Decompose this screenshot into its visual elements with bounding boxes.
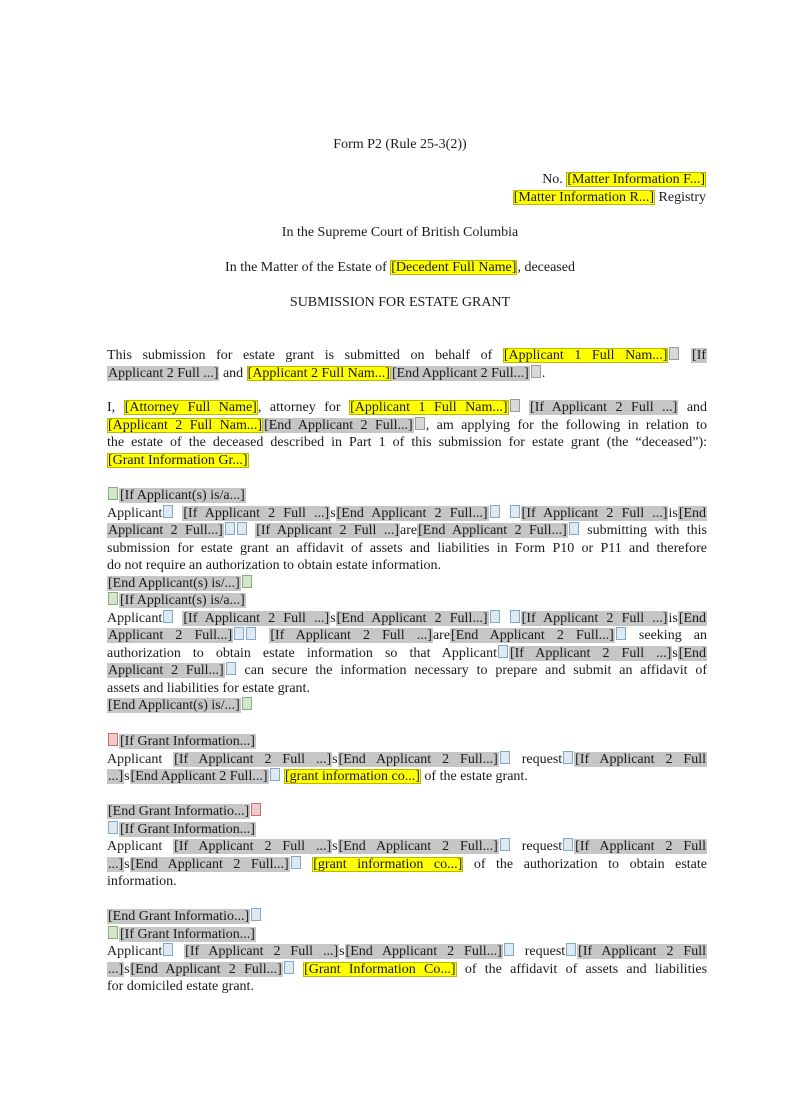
field-marker-icon bbox=[500, 838, 510, 851]
field-marker-icon bbox=[225, 522, 235, 535]
field-marker-icon bbox=[669, 347, 679, 360]
document-title: SUBMISSION FOR ESTATE GRANT bbox=[289, 295, 511, 310]
field-marker-icon bbox=[563, 751, 573, 764]
region-marker-icon bbox=[108, 733, 118, 746]
field-marker-icon bbox=[163, 943, 173, 956]
conditional-tag[interactable]: [If Grant Information...] bbox=[120, 926, 255, 942]
region-marker-icon bbox=[251, 803, 261, 816]
applicant1-field[interactable]: [Applicant 1 Full Nam...] bbox=[350, 400, 508, 415]
field-marker-icon bbox=[163, 610, 173, 623]
field-marker-icon bbox=[498, 645, 508, 658]
field-marker-icon bbox=[490, 505, 500, 518]
no-label: No. bbox=[542, 172, 563, 187]
field-marker-icon bbox=[563, 838, 573, 851]
applicant1-field[interactable]: [Applicant 1 Full Nam...] bbox=[503, 348, 668, 363]
applicant-seeking-block: [If Applicant(s) is/a...] Applicant [If Applicant 2 Full ...]s[End Applicant 2 Full...] [If Applicant 2 Full ...]is[End Applicant 2 Full...] [If Applicant 2 Full ...]are[End Applicant 2 Full...] seeking an authorization to obtain estate information so that Applicant [If Applicant 2 Full ...]s[End Applicant 2 Full...] can secure the information necessary to prepare and submit an affidavit of assets and liabilities for estate grant. [End Applicant(s) is/...] bbox=[107, 593, 708, 713]
grant-info-field[interactable]: [Grant Information Gr...] bbox=[108, 452, 248, 468]
conditional-tag[interactable]: [If Grant Information...] bbox=[120, 821, 255, 837]
conditional-end-tag[interactable]: [End Applicant(s) is/...] bbox=[108, 575, 240, 591]
grant-info-field[interactable]: [Grant Information Co...] bbox=[304, 961, 456, 977]
region-marker-icon bbox=[242, 697, 252, 710]
matter-registry-field[interactable]: [Matter Information R...] bbox=[513, 190, 655, 205]
field-marker-icon bbox=[234, 627, 244, 640]
field-marker-icon bbox=[226, 662, 236, 675]
region-marker-icon bbox=[108, 487, 118, 500]
conditional-end-tag[interactable]: [End Applicant(s) is/...] bbox=[108, 698, 240, 713]
attorney-field[interactable]: [Attorney Full Name] bbox=[124, 400, 257, 415]
paragraph-attorney: I, [Attorney Full Name], attorney for [Applicant 1 Full Nam...] [If Applicant 2 Full ...] and [Applicant 2 Full Nam...] [End Applicant 2 Full...] , am applying for the following in relation to the estate of the deceased described in Part 1 of this submission for estate grant (the “deceased”): [Grant Information Gr...] bbox=[107, 400, 708, 468]
decedent-name-field[interactable]: [Decedent Full Name] bbox=[391, 260, 517, 275]
grant-info-field[interactable]: [grant information co...] bbox=[285, 769, 420, 784]
conditional-end-tag[interactable]: [End Grant Informatio...] bbox=[108, 804, 250, 819]
registry-label: Registry bbox=[658, 190, 706, 205]
applicant-submitting-block: [If Applicant(s) is/a...] Applicant [If Applicant 2 Full ...]s[End Applicant 2 Full...] [If Applicant 2 Full ...]is[End Applicant 2 Full...] [If Applicant 2 Full ...]are[End Applicant 2 Full...] submitting with this submission for estate grant an affidavit of assets and liabilities in Form P10 or P11 and therefore do not require an authorization to obtain estate information. [End Applicant(s) is/...] bbox=[107, 488, 708, 591]
region-marker-icon bbox=[108, 821, 118, 834]
conditional-tag[interactable]: [If Applicant(s) is/a...] bbox=[120, 488, 245, 503]
field-marker-icon bbox=[500, 751, 510, 764]
field-marker-icon bbox=[415, 417, 425, 430]
field-marker-icon bbox=[566, 943, 576, 956]
grant-request-affidavit-block: [End Grant Informatio...] [If Grant Information...] Applicant [If Applicant 2 Full ...]s[End Applicant 2 Full...] request [If Applicant 2 Full ...]s[End Applicant 2 Full...] [Grant Information Co...] of the affidavit of assets and liabilities for domiciled estate grant. bbox=[107, 909, 708, 994]
field-marker-icon bbox=[510, 505, 520, 518]
form-title: Form P2 (Rule 25-3(2)) bbox=[333, 137, 467, 152]
conditional-end-tag[interactable]: [End Applicant 2 Full...] bbox=[264, 417, 413, 433]
matter-info-field[interactable]: [Matter Information F...] bbox=[567, 172, 705, 187]
region-marker-icon bbox=[251, 908, 261, 921]
conditional-tag[interactable]: [If Applicant 2 Full ...] bbox=[530, 400, 678, 415]
field-marker-icon bbox=[531, 365, 541, 378]
field-marker-icon bbox=[284, 961, 294, 974]
field-marker-icon bbox=[163, 505, 173, 518]
conditional-tag[interactable]: [If Applicant(s) is/a...] bbox=[120, 593, 245, 608]
field-marker-icon bbox=[270, 768, 280, 781]
grant-request-estate-block: [If Grant Information...] Applicant [If Applicant 2 Full ...]s[End Applicant 2 Full...] request [If Applicant 2 Full ...]s[End Applicant 2 Full...] [grant information co...] of the estate grant. bbox=[107, 734, 706, 784]
field-marker-icon bbox=[237, 522, 247, 535]
applicant2-field[interactable]: [Applicant 2 Full Nam...] bbox=[108, 417, 263, 433]
estate-line bbox=[0, 259, 800, 277]
region-marker-icon bbox=[108, 926, 118, 939]
field-marker-icon bbox=[490, 610, 500, 623]
estate-suffix: , deceased bbox=[517, 260, 575, 275]
field-marker-icon bbox=[510, 399, 520, 412]
region-marker-icon bbox=[108, 592, 118, 605]
field-marker-icon bbox=[569, 522, 579, 535]
conditional-tag[interactable]: Applicant 2 Full ...] bbox=[108, 365, 219, 381]
region-marker-icon bbox=[242, 575, 252, 588]
conditional-tag[interactable]: [If bbox=[692, 348, 707, 363]
field-marker-icon bbox=[291, 856, 301, 869]
matter-number-line bbox=[542, 171, 706, 189]
field-marker-icon bbox=[246, 627, 256, 640]
court-name: In the Supreme Court of British Columbia bbox=[281, 225, 519, 240]
field-marker-icon bbox=[616, 627, 626, 640]
conditional-end-tag[interactable]: [End Applicant 2 Full...] bbox=[391, 365, 529, 381]
field-marker-icon bbox=[510, 610, 520, 623]
registry-line bbox=[513, 189, 706, 207]
field-marker-icon bbox=[504, 943, 514, 956]
applicant2-field[interactable]: [Applicant 2 Full Nam...] bbox=[247, 365, 390, 381]
grant-request-authorization-block: [End Grant Informatio...] [If Grant Information...] Applicant [If Applicant 2 Full ...]s[End Applicant 2 Full...] request [If Applicant 2 Full ...]s[End Applicant 2 Full...] [grant information co...] of the authorization to obtain estate information. bbox=[107, 804, 707, 889]
estate-prefix: In the Matter of the Estate of bbox=[225, 260, 387, 275]
conditional-end-tag[interactable]: [End Grant Informatio...] bbox=[108, 909, 250, 924]
paragraph-behalf: This submission for estate grant is submitted on behalf of [Applicant 1 Full Nam...] [If Applicant 2 Full ...] and [Applicant 2 Full Nam...] [End Applicant 2 Full...] . bbox=[107, 348, 707, 381]
conditional-tag[interactable]: [If Grant Information...] bbox=[120, 734, 255, 749]
grant-info-field[interactable]: [grant information co...] bbox=[313, 856, 463, 872]
